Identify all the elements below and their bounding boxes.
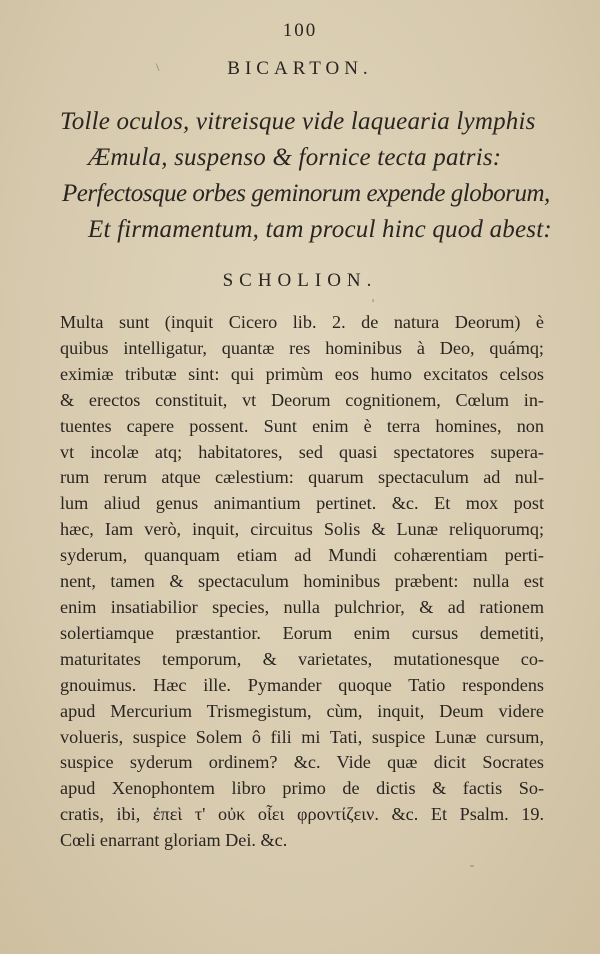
text-line: cratis, ibi, ἐπεὶ τ' οὐκ οἶει φροντίζειν. &c. Et Psalm. 19.: [60, 804, 544, 825]
text-line: apud Mercurium Trismegistum, cùm, inquit, Deum videre: [60, 700, 544, 721]
text-line: rum rerum atque cælestium: quarum spectaculum ad nul-: [60, 467, 544, 488]
text-line: syderum, quanquam etiam ad Mundi cohærentiam perti-: [60, 545, 544, 566]
scholion-text: [60, 310, 544, 854]
verse-line: Perfectosque orbes geminorum expende globorum,: [62, 180, 550, 207]
text-line: & erectos constituit, vt Deorum cognitionem, Cœlum in-: [60, 389, 544, 410]
text-line: hæc, Iam verò, inquit, circuitus Solis & Lunæ reliquorumq;: [60, 519, 544, 540]
text-line: volueris, suspice Solem ô fili mi Tati, suspice Lunæ cursum,: [60, 726, 544, 747]
text-line: nent, tamen & spectaculum hominibus præbent: nulla est: [60, 571, 544, 592]
verse-line: Et firmamentum, tam procul hinc quod abest:: [88, 216, 552, 243]
text-line: vt incolæ atq; habitatores, sed quasi spectatores supera-: [60, 441, 544, 462]
text-line: gnouimus. Hæc ille. Pymander quoque Tatio respondens: [60, 674, 544, 695]
verse-line: Æmula, suspenso & fornice tecta patris:: [88, 144, 502, 171]
text-line: Multa sunt (inquit Cicero lib. 2. de natura Deorum) è: [60, 312, 544, 332]
text-line: apud Xenophontem libro primo de dictis & factis So-: [60, 778, 544, 799]
page-number: 100: [282, 20, 318, 41]
text-line: suspice syderum ordinem? &c. Vide quæ dicit Socrates: [60, 752, 544, 773]
text-line: enim insatiabilior species, nulla pulchrior, & ad rationem: [60, 596, 544, 617]
show-through-mark: \: [156, 60, 160, 74]
text-line: Cœli enarrant gloriam Dei. &c.: [60, 830, 288, 851]
text-line: quibus intelligatur, quantæ res hominibus à Deo, quámq;: [60, 337, 544, 358]
text-line: eximiæ tributæ sint: qui primùm eos humo excitatos celsos: [60, 363, 544, 384]
show-through-mark: ': [372, 296, 375, 310]
section-title: SCHOLION.: [222, 270, 378, 291]
verse-line: Tolle oculos, vitreisque vide laquearia lymphis: [60, 108, 536, 135]
text-line: solertiamque præstantior. Eorum enim cursus demetiti,: [60, 622, 544, 643]
text-line: maturitates temporum, & varietates, mutationesque co-: [60, 648, 544, 669]
running-head: BICARTON.: [227, 58, 373, 79]
text-line: lum aliud genus animantium pertinet. &c. Et mox post: [60, 493, 544, 514]
text-line: tuentes capere possent. Sunt enim è terra homines, non: [60, 415, 544, 436]
show-through-mark: -: [470, 858, 474, 872]
